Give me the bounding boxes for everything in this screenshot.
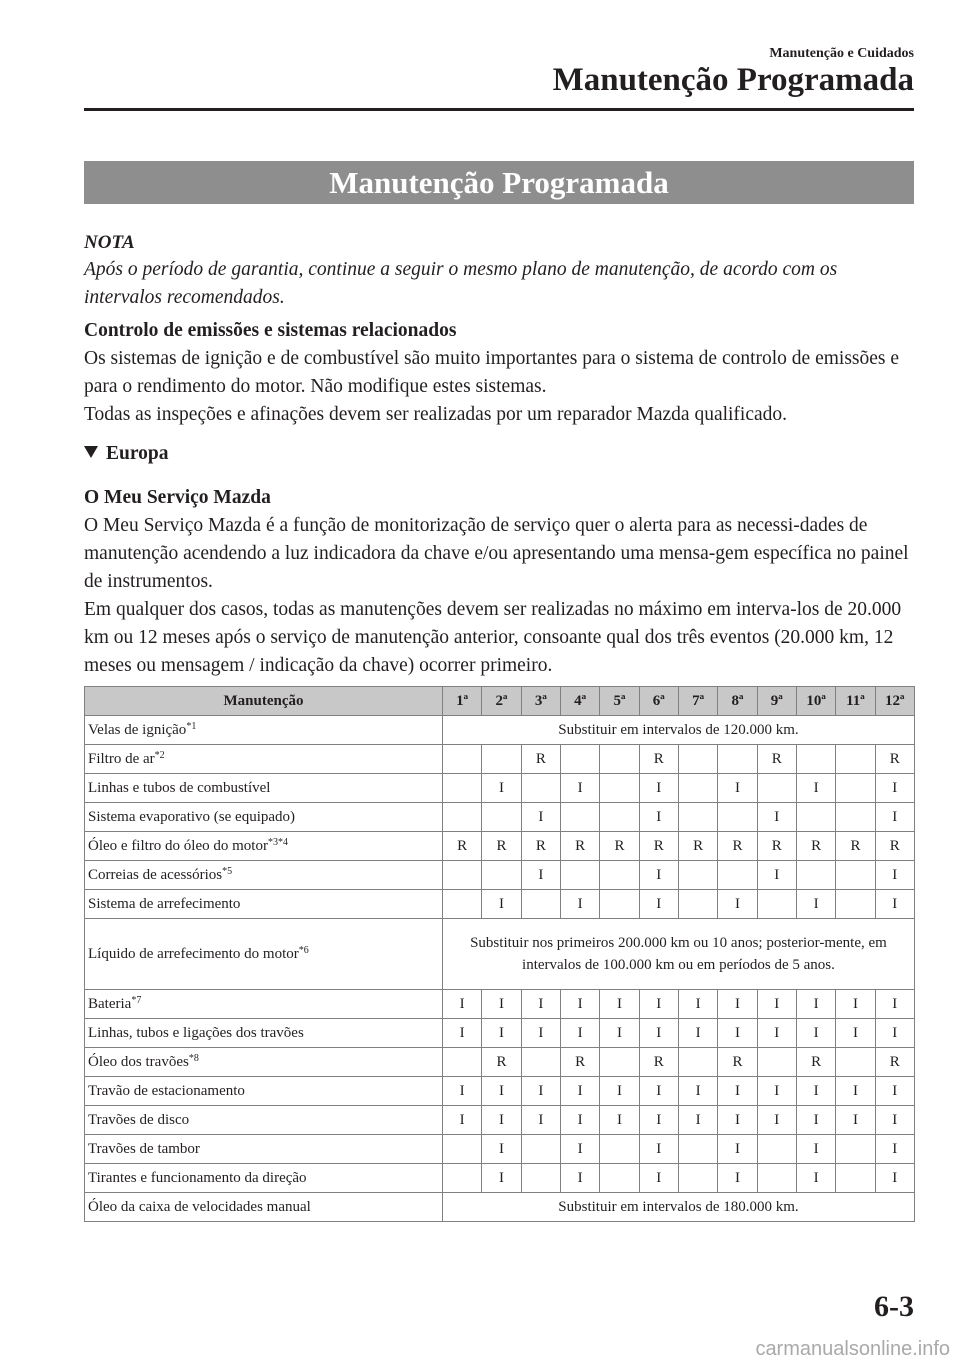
interval-cell: I xyxy=(482,1164,521,1193)
table-row xyxy=(85,1077,915,1106)
interval-cell: I xyxy=(678,1019,717,1048)
interval-cell: I xyxy=(560,774,599,803)
interval-cell: I xyxy=(639,890,678,919)
interval-cell xyxy=(600,745,639,774)
interval-cell xyxy=(600,1048,639,1077)
interval-cell xyxy=(521,1135,560,1164)
interval-cell: R xyxy=(757,745,796,774)
interval-cell xyxy=(836,1164,875,1193)
interval-cell xyxy=(482,745,521,774)
column-header-interval: 5ª xyxy=(600,687,639,716)
interval-cell: I xyxy=(796,890,835,919)
interval-cell: I xyxy=(639,1077,678,1106)
interval-cell: I xyxy=(443,1019,482,1048)
row-label: Óleo dos travões$^{*8}$ xyxy=(85,1048,443,1077)
table-row xyxy=(85,1048,915,1077)
interval-cell: I xyxy=(718,890,757,919)
interval-cell: I xyxy=(836,1077,875,1106)
interval-cell xyxy=(521,1164,560,1193)
interval-cell: I xyxy=(718,990,757,1019)
interval-cell xyxy=(718,803,757,832)
interval-cell: I xyxy=(560,1077,599,1106)
column-header-interval: 12ª xyxy=(875,687,914,716)
interval-cell xyxy=(836,861,875,890)
interval-cell: I xyxy=(875,1164,914,1193)
interval-cell: R xyxy=(836,832,875,861)
interval-cell: R xyxy=(639,832,678,861)
interval-cell: R xyxy=(875,832,914,861)
interval-cell: I xyxy=(560,1106,599,1135)
column-header-maintenance: Manutenção xyxy=(85,687,443,716)
interval-cell xyxy=(678,1048,717,1077)
interval-cell: I xyxy=(875,1106,914,1135)
interval-cell: R xyxy=(718,1048,757,1077)
maintenance-table xyxy=(84,686,915,1222)
interval-cell: I xyxy=(836,990,875,1019)
interval-cell xyxy=(757,1164,796,1193)
interval-cell xyxy=(600,774,639,803)
interval-cell: I xyxy=(482,1077,521,1106)
interval-cell xyxy=(718,861,757,890)
interval-cell xyxy=(521,890,560,919)
footnote-marker: *7 xyxy=(131,995,142,1006)
interval-cell xyxy=(443,745,482,774)
interval-cell xyxy=(678,1164,717,1193)
region-heading: Europa xyxy=(84,443,169,465)
table-row xyxy=(85,1106,915,1135)
interval-cell: I xyxy=(757,803,796,832)
interval-cell xyxy=(600,1135,639,1164)
interval-cell: R xyxy=(521,745,560,774)
interval-cell: I xyxy=(639,774,678,803)
interval-cell: I xyxy=(796,990,835,1019)
column-header-interval: 6ª xyxy=(639,687,678,716)
service-paragraph: O Meu Serviço Mazda é a função de monitorização de serviço quer o alerta para as necessi-dades de manutenção acendendo a luz indicadora da chave e/ou apresentando uma mensa-gem específica no painel de instrumentos. xyxy=(84,515,909,592)
interval-cell: I xyxy=(757,1019,796,1048)
row-label: Tirantes e funcionamento da direção xyxy=(85,1164,443,1193)
interval-cell: I xyxy=(521,803,560,832)
interval-cell xyxy=(678,890,717,919)
interval-cell: I xyxy=(521,1077,560,1106)
interval-cell: I xyxy=(443,1077,482,1106)
interval-cell: I xyxy=(875,774,914,803)
interval-cell xyxy=(836,1135,875,1164)
interval-cell: I xyxy=(639,1135,678,1164)
interval-cell xyxy=(443,890,482,919)
column-header-interval: 11ª xyxy=(836,687,875,716)
interval-cell: R xyxy=(718,832,757,861)
interval-cell: I xyxy=(796,1077,835,1106)
interval-cell: I xyxy=(482,890,521,919)
interval-cell: I xyxy=(718,774,757,803)
interval-cell: R xyxy=(482,1048,521,1077)
interval-cell xyxy=(757,1135,796,1164)
interval-cell xyxy=(836,890,875,919)
table-row xyxy=(85,1019,915,1048)
footnote-marker: *8 xyxy=(188,1053,199,1064)
interval-cell: I xyxy=(521,861,560,890)
interval-cell: I xyxy=(560,990,599,1019)
row-label: Filtro de $ar^{*2}$ xyxy=(85,745,443,774)
interval-cell: I xyxy=(600,1019,639,1048)
interval-cell: I xyxy=(836,1106,875,1135)
row-label: Sistema evaporativo (se equipado) xyxy=(85,803,443,832)
row-label: Linhas e tubos de combustível xyxy=(85,774,443,803)
interval-cell: I xyxy=(796,774,835,803)
interval-cell: I xyxy=(600,990,639,1019)
interval-cell: I xyxy=(718,1077,757,1106)
table-row xyxy=(85,716,915,745)
interval-cell xyxy=(678,745,717,774)
footnote-marker: *1 xyxy=(186,721,197,732)
interval-cell: I xyxy=(639,1019,678,1048)
emissions-heading: Controlo de emissões e sistemas relacionados xyxy=(84,320,457,341)
section-banner: Manutenção Programada xyxy=(84,161,914,204)
header-divider xyxy=(84,108,914,111)
triangle-down-icon xyxy=(84,446,98,458)
table-row xyxy=(85,890,915,919)
interval-cell: I xyxy=(482,774,521,803)
row-label: Líquido de arrefecimento do motor$^{*6}$ xyxy=(85,919,443,990)
section-header: Manutenção e Cuidados xyxy=(769,46,914,61)
column-header-interval: 4ª xyxy=(560,687,599,716)
footnote-marker: *6 xyxy=(298,945,309,956)
interval-cell xyxy=(678,861,717,890)
interval-cell: R xyxy=(521,832,560,861)
interval-cell xyxy=(560,861,599,890)
interval-cell xyxy=(796,803,835,832)
interval-cell: R xyxy=(678,832,717,861)
interval-cell xyxy=(600,861,639,890)
row-label: Óleo da caixa de velocidades manual xyxy=(85,1193,443,1222)
interval-cell: R xyxy=(443,832,482,861)
column-header-interval: 2ª xyxy=(482,687,521,716)
interval-cell xyxy=(600,1164,639,1193)
footnote-marker: *2 xyxy=(154,750,165,761)
emissions-paragraph: Os sistemas de ignição e de combustível são muito importantes para o sistema de controlo de emissões e para o rendimento do motor. Não modifique estes sistemas. xyxy=(84,348,900,397)
interval-cell xyxy=(482,861,521,890)
interval-cell: I xyxy=(482,1135,521,1164)
interval-cell: I xyxy=(678,1106,717,1135)
interval-cell xyxy=(757,774,796,803)
table-row xyxy=(85,832,915,861)
interval-cell: I xyxy=(875,1019,914,1048)
interval-cell: I xyxy=(560,1019,599,1048)
interval-cell xyxy=(678,1135,717,1164)
interval-cell: I xyxy=(875,890,914,919)
interval-cell xyxy=(521,1048,560,1077)
table-row xyxy=(85,745,915,774)
interval-cell xyxy=(600,803,639,832)
interval-cell: R xyxy=(560,1048,599,1077)
interval-cell xyxy=(443,803,482,832)
interval-cell: R xyxy=(757,832,796,861)
interval-cell: I xyxy=(600,1106,639,1135)
column-header-interval: 1ª xyxy=(443,687,482,716)
watermark: carmanualsonline.info xyxy=(755,1338,950,1360)
column-header-interval: 3ª xyxy=(521,687,560,716)
interval-cell: R xyxy=(875,745,914,774)
table-row xyxy=(85,990,915,1019)
interval-cell: I xyxy=(678,1077,717,1106)
interval-cell: I xyxy=(796,1106,835,1135)
table-row xyxy=(85,803,915,832)
table-row xyxy=(85,1164,915,1193)
interval-cell: R xyxy=(482,832,521,861)
interval-cell: I xyxy=(796,1019,835,1048)
interval-cell xyxy=(482,803,521,832)
interval-cell: I xyxy=(482,990,521,1019)
interval-cell: I xyxy=(482,1106,521,1135)
interval-cell xyxy=(678,803,717,832)
row-label: Sistema de arrefecimento xyxy=(85,890,443,919)
interval-cell xyxy=(836,803,875,832)
table-header-row xyxy=(85,687,915,716)
interval-cell: I xyxy=(639,990,678,1019)
interval-cell xyxy=(718,745,757,774)
interval-cell: I xyxy=(639,1106,678,1135)
row-label: Bateria$^{*7}$ xyxy=(85,990,443,1019)
interval-cell xyxy=(560,745,599,774)
interval-cell: I xyxy=(875,1135,914,1164)
interval-cell: I xyxy=(639,803,678,832)
table-row xyxy=(85,861,915,890)
interval-cell xyxy=(796,745,835,774)
table-row xyxy=(85,1193,915,1222)
interval-cell: I xyxy=(796,1164,835,1193)
interval-cell xyxy=(560,803,599,832)
interval-cell xyxy=(757,890,796,919)
interval-cell xyxy=(600,890,639,919)
interval-cell: I xyxy=(718,1164,757,1193)
interval-cell: I xyxy=(836,1019,875,1048)
row-span-note: Substituir nos primeiros 200.000 km ou 10 anos; posterior-mente, em intervalos de 100.000 km ou em períodos de 5 anos. xyxy=(443,919,915,990)
table-row xyxy=(85,774,915,803)
interval-cell: R xyxy=(875,1048,914,1077)
interval-cell xyxy=(757,1048,796,1077)
interval-cell: I xyxy=(757,990,796,1019)
row-label: Óleo e filtro do óleo do motor$^{*3*4}$ xyxy=(85,832,443,861)
note-text: Após o período de garantia, continue a seguir o mesmo plano de manutenção, de acordo com os intervalos recomendados. xyxy=(84,259,838,308)
interval-cell: I xyxy=(521,990,560,1019)
interval-cell: R xyxy=(796,1048,835,1077)
note-label: NOTA xyxy=(84,232,135,253)
column-header-interval: 9ª xyxy=(757,687,796,716)
interval-cell: I xyxy=(678,990,717,1019)
interval-cell: R xyxy=(600,832,639,861)
interval-cell xyxy=(796,861,835,890)
row-label: Travões de tambor xyxy=(85,1135,443,1164)
interval-cell: I xyxy=(482,1019,521,1048)
column-header-interval: 7ª xyxy=(678,687,717,716)
interval-cell: I xyxy=(560,1164,599,1193)
row-label: Travão de estacionamento xyxy=(85,1077,443,1106)
row-span-note: Substituir em intervalos de 180.000 km. xyxy=(443,1193,915,1222)
row-label: Travões de disco xyxy=(85,1106,443,1135)
interval-cell: I xyxy=(718,1135,757,1164)
emissions-paragraph-2: Todas as inspeções e afinações devem ser realizadas por um reparador Mazda qualificado. xyxy=(84,404,788,425)
interval-cell: I xyxy=(560,890,599,919)
interval-cell: I xyxy=(757,1077,796,1106)
interval-cell: I xyxy=(560,1135,599,1164)
interval-cell: I xyxy=(875,803,914,832)
row-span-note: Substituir em intervalos de 120.000 km. xyxy=(443,716,915,745)
interval-cell: R xyxy=(796,832,835,861)
interval-cell xyxy=(443,1135,482,1164)
interval-cell xyxy=(443,774,482,803)
interval-cell: R xyxy=(560,832,599,861)
row-label: Correias de acessórios$^{*5}$ xyxy=(85,861,443,890)
interval-cell: I xyxy=(757,1106,796,1135)
interval-cell: I xyxy=(443,1106,482,1135)
service-heading: O Meu Serviço Mazda xyxy=(84,487,271,508)
interval-cell: I xyxy=(757,861,796,890)
interval-cell: I xyxy=(443,990,482,1019)
interval-cell: I xyxy=(796,1135,835,1164)
interval-cell xyxy=(678,774,717,803)
interval-cell xyxy=(836,1048,875,1077)
column-header-interval: 8ª xyxy=(718,687,757,716)
row-label: Linhas, tubos e ligações dos travões xyxy=(85,1019,443,1048)
interval-cell: I xyxy=(875,861,914,890)
interval-cell: I xyxy=(875,990,914,1019)
page-number: 6-3 xyxy=(874,1290,914,1323)
interval-cell: I xyxy=(718,1106,757,1135)
interval-cell: I xyxy=(639,861,678,890)
interval-cell: I xyxy=(600,1077,639,1106)
footnote-marker: *5 xyxy=(222,866,233,877)
interval-cell: R xyxy=(639,745,678,774)
service-paragraph-2: Em qualquer dos casos, todas as manutenções devem ser realizadas no máximo em interva-los de 20.000 km ou 12 meses após o serviço de manutenção anterior, consoante qual dos três eventos (20.000 km, 12 meses ou mensagem / indicação da chave) ocorrer primeiro. xyxy=(84,599,902,676)
interval-cell: I xyxy=(521,1106,560,1135)
footnote-marker: *3*4 xyxy=(267,837,288,848)
interval-cell: I xyxy=(718,1019,757,1048)
interval-cell xyxy=(836,745,875,774)
table-row xyxy=(85,1135,915,1164)
interval-cell xyxy=(521,774,560,803)
column-header-interval: 10ª xyxy=(796,687,835,716)
row-label: Velas de ignição$^{*1}$ xyxy=(85,716,443,745)
interval-cell: I xyxy=(521,1019,560,1048)
interval-cell: R xyxy=(639,1048,678,1077)
interval-cell xyxy=(443,861,482,890)
table-row xyxy=(85,919,915,990)
interval-cell xyxy=(443,1048,482,1077)
interval-cell: I xyxy=(639,1164,678,1193)
interval-cell: I xyxy=(875,1077,914,1106)
interval-cell xyxy=(443,1164,482,1193)
page-title: Manutenção Programada xyxy=(552,62,914,98)
interval-cell xyxy=(836,774,875,803)
